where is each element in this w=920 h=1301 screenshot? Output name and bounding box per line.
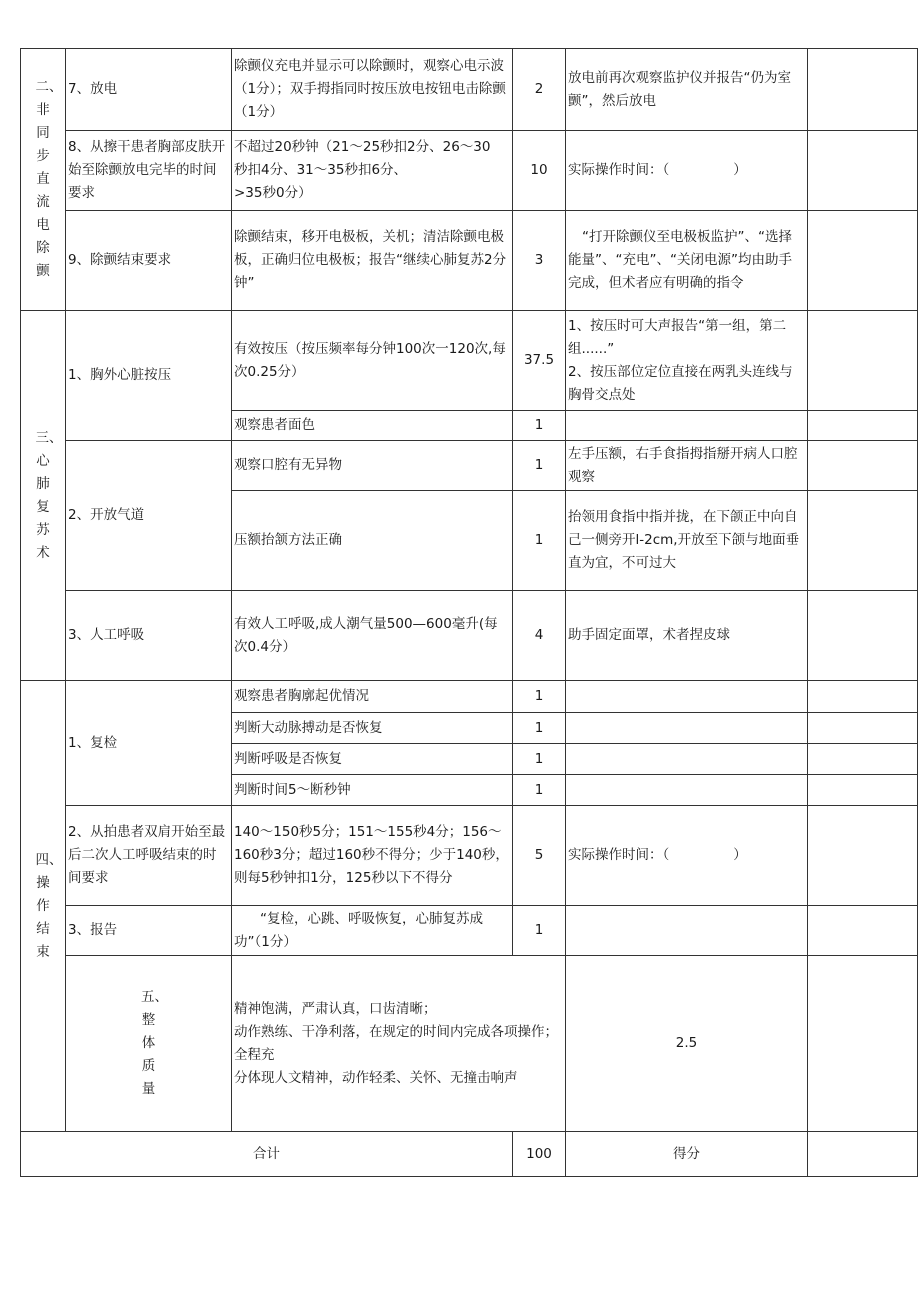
table-row: [21, 49, 918, 131]
note-cell: 实际操作时间：（ ）: [566, 131, 808, 211]
criteria-cell: “复检，心跳、呼吸恢复，心肺复苏成功”（1分）: [232, 906, 513, 956]
table-row: [21, 806, 918, 906]
score-cell: [808, 311, 918, 411]
points-cell: 1: [513, 775, 566, 806]
points-cell: 2: [513, 49, 566, 131]
item-cell: 2、从拍患者双肩开始至最后二次人工呼吸结束的时间要求: [66, 806, 232, 906]
score-label: 得分: [566, 1132, 808, 1177]
item-cell: 7、放电: [66, 49, 232, 131]
score-cell: [808, 775, 918, 806]
score-cell: [808, 591, 918, 681]
criteria-cell: 140～150秒5分；151～155秒4分；156～160秒3分；超过160秒不得分；少于140秒，则每5秒钟扣1分，125秒以下不得分: [232, 806, 513, 906]
total-points: 100: [513, 1132, 566, 1177]
score-cell: [808, 806, 918, 906]
table-row: [21, 591, 918, 681]
table-row: [21, 906, 918, 956]
note-cell: [566, 713, 808, 744]
score-cell: [808, 491, 918, 591]
points-cell: 2.5: [566, 956, 808, 1132]
score-cell: [808, 744, 918, 775]
score-cell: [808, 906, 918, 956]
note-cell: [566, 411, 808, 441]
scoring-table: [20, 48, 918, 1177]
points-cell: 4: [513, 591, 566, 681]
item-cell: 3、报告: [66, 906, 232, 956]
score-cell: [808, 681, 918, 713]
table-row: [21, 311, 918, 411]
points-cell: 10: [513, 131, 566, 211]
points-cell: 1: [513, 744, 566, 775]
criteria-cell: 判断时间5〜断秒钟: [232, 775, 513, 806]
score-cell: [808, 131, 918, 211]
note-cell: [566, 681, 808, 713]
points-cell: 3: [513, 211, 566, 311]
criteria-cell: 判断大动脉搏动是否恢复: [232, 713, 513, 744]
table-row: [21, 441, 918, 491]
note-cell: [566, 775, 808, 806]
note-cell: 1、按压时可大声报告“第一组，第二组......” 2、按压部位定位直接在两乳头连线与胸骨交点处: [566, 311, 808, 411]
note-cell: [566, 906, 808, 956]
criteria-cell: 压额抬颔方法正确: [232, 491, 513, 591]
quality-criteria-cell: 精神饱满，严肃认真，口齿清晰； 动作熟练、干净利落，在规定的时间内完成各项操作；全程充 分体现人文精神，动作轻柔、关怀、无撞击响声: [232, 956, 566, 1132]
criteria-cell: 观察口腔有无异物: [232, 441, 513, 491]
item-cell: 9、除颤结束要求: [66, 211, 232, 311]
note-cell: [808, 956, 918, 1132]
section-label: 二、非同步直流电除颤: [21, 49, 66, 311]
criteria-cell: 观察患者面色: [232, 411, 513, 441]
points-cell: 1: [513, 491, 566, 591]
note-cell: “打开除颤仪至电极板监护”、“选择能量”、“充电”、“关闭电源”均由助手完成，但术者应有明确的指令: [566, 211, 808, 311]
criteria-cell: 判断呼吸是否恢复: [232, 744, 513, 775]
item-cell: 8、从擦干患者胸部皮肤开始至除颤放电完毕的时间要求: [66, 131, 232, 211]
note-cell: 抬领用食指中指并拢，在下颌正中向自己一侧旁开l-2cm,开放至下颌与地面垂直为宜，不可过大: [566, 491, 808, 591]
note-cell: 左手压额，右手食指拇指掰开病人口腔观察: [566, 441, 808, 491]
score-value-cell: [808, 1132, 918, 1177]
item-cell: 1、胸外心脏按压: [66, 311, 232, 441]
score-cell: [808, 441, 918, 491]
score-cell: [808, 411, 918, 441]
item-cell: 1、复检: [66, 681, 232, 806]
score-cell: [808, 713, 918, 744]
note-cell: 实际操作时间：（ ）: [566, 806, 808, 906]
item-cell: 2、开放气道: [66, 441, 232, 591]
points-cell: 1: [513, 441, 566, 491]
table-row: [21, 1132, 918, 1177]
table-row: [21, 211, 918, 311]
table-row: [21, 956, 918, 1132]
points-cell: 1: [513, 713, 566, 744]
score-cell: [808, 211, 918, 311]
table-row: [21, 131, 918, 211]
criteria-cell: 除颤仪充电并显示可以除颤时，观察心电示波（1分）；双手拇指同时按压放电按钮电击除颤（1分）: [232, 49, 513, 131]
table-row: [21, 681, 918, 713]
points-cell: 1: [513, 906, 566, 956]
item-cell: 3、人工呼吸: [66, 591, 232, 681]
note-cell: 放电前再次观察监护仪并报告“仍为室颤”，然后放电: [566, 49, 808, 131]
points-cell: 37.5: [513, 311, 566, 411]
criteria-cell: 除颤结束，移开电极板，关机；清洁除颤电极板，正确归位电极板；报告“继续心肺复苏2分钟”: [232, 211, 513, 311]
note-cell: 助手固定面罩，术者捏皮球: [566, 591, 808, 681]
criteria-cell: 观察患者胸廓起优情况: [232, 681, 513, 713]
points-cell: 5: [513, 806, 566, 906]
criteria-cell: 不超过20秒钟（21～25秒扣2分、26～30 秒扣4分、31～35秒扣6分、 >35秒0分）: [232, 131, 513, 211]
criteria-cell: 有效人工呼吸,成人潮气量500—600毫升(每次0.4分）: [232, 591, 513, 681]
total-label: 合计: [21, 1132, 513, 1177]
note-cell: [566, 744, 808, 775]
points-cell: 1: [513, 681, 566, 713]
section-label: 四、操作结束: [21, 681, 66, 1132]
section-label: 五、整体质量: [66, 956, 232, 1132]
points-cell: 1: [513, 411, 566, 441]
criteria-cell: 有效按压（按压频率每分钟100次一120次,每次0.25分）: [232, 311, 513, 411]
section-label: 三、心肺复苏术: [21, 311, 66, 681]
score-cell: [808, 49, 918, 131]
